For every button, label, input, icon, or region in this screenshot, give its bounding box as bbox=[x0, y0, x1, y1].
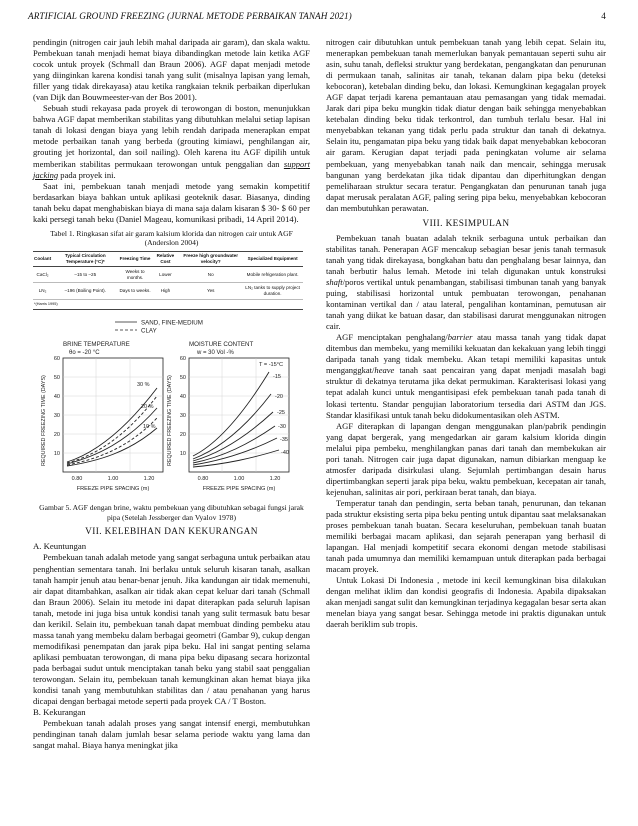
right-curve-label: -20 bbox=[275, 394, 283, 401]
left-y-label: REQUIRED FREEZING TIME (DAYS) bbox=[41, 375, 47, 467]
left-x-label: FREEZE PIPE SPACING (m) bbox=[76, 486, 150, 493]
section-heading: VIII. KESIMPULAN bbox=[422, 218, 510, 229]
page-number: 4 bbox=[601, 11, 606, 21]
right-column bbox=[326, 37, 606, 630]
subsection-heading: A. Keuntungan bbox=[33, 541, 87, 552]
table-1 bbox=[33, 251, 310, 310]
right-curve-label: -30 bbox=[278, 424, 286, 431]
paragraph: Temperatur tanah dan pendingin, serta beban tanah, penurunan, dan tekanan pada struktur eksisting serta pipa beku penting untuk dipantau saat melaksanakan proses pembekuan tanah buatan. Secara keseluruhan, pembekuan tanah buatan memiliki berbagai macam aplikasi, dan sejarah penerapan yang berhasil di lapangan. Hal menjadi kompetitif secara ekonomi dengan metode stabilisasi tanah pada umumnya dan memiliki kemampuan untuk diterapkan pada berbagai macam proyek. bbox=[326, 497, 606, 575]
left-panel-sub: θo = -20 °C bbox=[69, 350, 100, 357]
svg-text:60: 60 bbox=[179, 356, 186, 363]
journal-title: ARTIFICIAL GROUND FREEZING (JURNAL METODE PERBAIKAN TANAH 2021) bbox=[28, 11, 352, 21]
svg-text:50: 50 bbox=[53, 375, 60, 382]
paragraph: AGF diterapkan di lapangan dengan menggunakan plan/pabrik pendingin yang dapat bergerak, yang mengedarkan air garam kalsium klorida dingin melalui pipa pembeku, menghilangkan panas dari tanah dan membekukan air pori tanah. Nitrogen cair juga dapat digunakan, namun dibiarkan menguap ke atmosfer daripada disirkulasi ulang. Sejumlah pertimbangan desain harus dipertimbangkan seperti jarak pipa beku, waktu pembekuan, kecepatan air tanah, kejenuhan, salinitas air pori, perkiraan berat tanah, dan biaya. bbox=[326, 420, 606, 497]
right-y-ticks bbox=[180, 356, 186, 457]
left-y-ticks bbox=[54, 356, 60, 457]
italic-term: barrier bbox=[447, 332, 473, 343]
table-header: Coolant bbox=[33, 251, 52, 266]
paragraph: Pembekuan tanah adalah metode yang sangat serbaguna untuk perbaikan atau penghentian sementara tanah. Ini berlaku untuk seluruh kisaran tanah, asalkan tanah hampir jenuh atau benar-benar jenuh. Jika kandungan air tidak memenuhi, air dapat ditambahkan, asalkan air tidak akan cepat keluar dari tanah (Schmall dan Braun 2006). Selain itu metode ini dapat diterapkan pada seluruh lapisan tanah, metode ini juga bisa untuk kondisi tanah yang sulit termasuk batu besar dan kerikil. Selain itu, pembekuan tanah dapat membuat dinding pembeku atau massa tanah yang membeku dalam berbagai geometri (Gambar 9), cukup dengan memodifikasi penempatan dan jarak pipa beku. Hal ini sangat penting selama aplikasi pembuatan terowongan, di mana pipa beku dipasang secara horizontal pada berbagai sudut untuk menciptakan tanah beku yang stabil saat penggalian terowongan. Selain itu, pembekuan tanah kemungkinan akan hemat biaya jika kondisi tanah yang membutuhkan stabilitas dan / atau penahanan yang harus dicapai dengan berbagai metode seperti pada proyek CA / T Boston. bbox=[33, 552, 310, 707]
right-curves bbox=[193, 372, 279, 467]
figure-5-freezing-time-chart bbox=[37, 316, 307, 496]
paragraph: Saat ini, pembekuan tanah menjadi metode yang semakin kompetitif berdasarkan biaya bahkan untuk aplikasi geoteknik dasar. Biasanya, dinding tanah beku dapat menghabiskan biaya di mana saja dalam kisaran $ 30- $ 60 per kaki persegi tanah beku (Daniel Mageau, komunikasi pribadi, 14 April 2014). bbox=[33, 180, 310, 224]
right-y-label: REQUIRED FREEZING TIME (DAYS) bbox=[167, 375, 173, 467]
svg-text:1.00: 1.00 bbox=[233, 476, 245, 483]
table-row: LN₂ –196 (Boiling Point). Days to weeks. High Yes LN₂ tanks to supply project duration. bbox=[33, 283, 303, 299]
left-x-ticks bbox=[72, 476, 155, 482]
running-header bbox=[28, 11, 610, 25]
svg-text:0.80: 0.80 bbox=[197, 476, 209, 483]
italic-term: support jacking bbox=[33, 158, 310, 180]
svg-text:40: 40 bbox=[179, 394, 186, 401]
paragraph: Pembekuan tanah adalah proses yang sangat intensif energi, membutuhkan pendinginan tanah dalam jumlah besar selama periode waktu yang lama dan sangat mahal. Biaya hanya meningkat jika bbox=[33, 718, 310, 751]
svg-text:1.00: 1.00 bbox=[107, 476, 119, 483]
table-footnote: *(Harris 1995) bbox=[33, 299, 303, 310]
svg-text:50: 50 bbox=[179, 375, 186, 382]
paragraph: Pembekuan tanah buatan adalah teknik serbaguna untuk perbaikan dan stabilitas tanah. Penerapan AGF mencakup sebagian besar jenis tanah termasuk tanah yang tidak direkayasa, bongkahan batu dan penghalang besar lainnya, dan tanah berbutir halus lemah. Metode ini telah digunakan untuk konstruksi shaft/poros vertikal untuk penambangan, stabilisasi timbunan tanah yang banyak puing, stabilisasi horizontal untuk pembuatan terowongan, penahanan kontaminan vertikal dan / atau lateral, pengalihan kontaminan, pemutusan air tanah yang diikat ke batuan dasar, dan stabilisasi darurat menggunakan nitrogen cair. bbox=[326, 232, 606, 332]
right-panel-sub: w = 30 Vol -% bbox=[197, 350, 234, 357]
table-header: Relative Cost bbox=[152, 251, 180, 266]
table-header: Freeze high groundwater velocity? bbox=[179, 251, 242, 266]
paragraph: nitrogen cair dibutuhkan untuk pembekuan tanah yang lebih cepat. Selain itu, menerapkan pembekuan tanah memerlukan banyak pemantauan seperti suhu air asin, suhu tanah, defleksi struktur yang berdekatan, pengangkatan dan penurunan di permukaan tanah, salinitas air tanah, tekanan dalam pipa beku (deteksi kebocoran), ketebalan dinding beku, dan lokasi. Kemungkinan kegagalan proyek AGF dapat terjadi karena pemantauan atau pemasangan yang tidak memadai. Jarak dari pipa beku mungkin tidak diatur dengan baik sehingga menyebabkan ketebalan dinding beku tidak terkontrol, dan tumbuh terlalu besar. Hal ini menyebabkan tekanan yang tidak perlu pada struktur dan tanah di dekatnya. Selain itu, pengamatan pipa beku yang tidak baik dapat menyebabkan kebocoran air garam. Kerugian dapat terjadi pada peningkatan volume air selama pembekuan, yang menyebabkan tanah naik dan mencair, sehingga merusak bangunan yang berdekatan jika tidak dipantau dan diperhitungkan dengan pemeliharaan struktur secara teratur. Pengangkatan dan penurunan tanah juga dapat merusak peralatan AGF, paling sering pipa beku, menyebabkan kebocoran dan membutuhkan perawatan. bbox=[326, 37, 606, 213]
table-header: Typical Circulation Temperature (°C)* bbox=[52, 251, 118, 266]
svg-text:10: 10 bbox=[53, 451, 60, 458]
paragraph: pendingin (nitrogen cair jauh lebih mahal daripada air garam), dan skala waktu. Pembekuan tanah menjadi hemat biaya dibandingkan metode lain ketika AGF cocok untuk proyek (Schmall dan Braun 2006). AGF dapat menjadi metode yang diinginkan karena kondisi tanah yang sulit (misalnya lapisan yang lemah, filler yang tidak direkayasa) atau ketika rangkaian teknik perbaikan diperlukan (van Dijk dan Bouwmeester-van der Bos 2001). bbox=[33, 37, 310, 103]
svg-text:10: 10 bbox=[179, 451, 186, 458]
table-row: CaCl₂ –15 to –25 Weeks to months. Lower No Mobile refrigeration plant. bbox=[33, 267, 303, 283]
right-curve-label: -15 bbox=[273, 374, 281, 381]
legend-clay: CLAY bbox=[141, 327, 157, 335]
right-panel-temp: T = -15°C bbox=[259, 362, 284, 369]
left-curve-label: 30 % bbox=[137, 382, 150, 389]
subsection-heading: B. Kekurangan bbox=[33, 707, 86, 718]
paragraph: AGF menciptakan penghalang/barrier atau massa tanah yang tidak dapat ditembus dan membeku, yang memiliki kekuatan dan kekakuan yang lebih tinggi daripada tanah yang tidak membeku. Akan tetapi memiliki kapasitas untuk menganggkat/heave tanah saat pencairan yang dapat menjadi masalah bagi struktur di dekatnya terutama jika dekat permukiman. Karakterisasi lokasi yang tepat adalah kunci untuk mengantisipasi efek pembekuan tanah pada tanah di lokasi tertentu. Standar pengujian laboratorium tersedia dari ASTM dan JGS. Standar klasifikasi untuk tanah beku didokumentasikan oleh ASTM. bbox=[326, 332, 606, 420]
paragraph: Untuk Lokasi Di Indonesia , metode ini kecil kemungkinan bisa dilakukan dengan melihat iklim dan kondisi geografis di Indonesia. Apabila dipaksakan akan menjadi sangat sulit dan kemungkinan terjadinya kegagalan besar serta akan menelan biaya yang sangat besar. Sehingga metode ini praktis digunakan untuk daerah beriklim sub tropis. bbox=[326, 575, 606, 630]
italic-term: heave bbox=[374, 365, 395, 376]
svg-text:20: 20 bbox=[53, 432, 60, 439]
table-header: Specialized Equipment bbox=[242, 251, 303, 266]
left-curve-label: 20 % bbox=[141, 404, 154, 411]
paragraph: Sebuah studi rekayasa pada proyek di terowongan di boston, menunjukkan bahwa AGF dapat memberikan stabilitas yang dibutuhkan melalui setiap lapisan tanah di lokasi dengan biaya yang lebih rendah daripada menerapkan empat metode perbaikan tanah yang berbeda (grouting kimiawi, penghilangan air, grouting jet horizontal, dan soil nailing). Oleh karena itu AGF dipilih untuk memberikan stabilitas permukaan terowongan untuk penggalian dan support jacking pada proyek ini. bbox=[33, 103, 310, 180]
table-caption: Tabel 1. Ringkasan sifat air garam kalsium klorida dan nitrogen cair untuk AGF (Anderslon 2004) bbox=[50, 228, 293, 248]
svg-text:30: 30 bbox=[179, 413, 186, 420]
right-x-ticks bbox=[198, 476, 281, 482]
right-panel-title: MOISTURE CONTENT bbox=[189, 341, 254, 349]
legend-sand: SAND, FINE-MEDIUM bbox=[141, 319, 203, 327]
right-curve-label: -40 bbox=[281, 450, 289, 457]
svg-text:60: 60 bbox=[53, 356, 60, 363]
svg-text:1.20: 1.20 bbox=[143, 476, 155, 483]
svg-text:0.80: 0.80 bbox=[71, 476, 83, 483]
right-x-label: FREEZE PIPE SPACING (m) bbox=[202, 486, 276, 493]
left-panel-title: BRINE TEMPERATURE bbox=[63, 341, 130, 349]
svg-text:20: 20 bbox=[179, 432, 186, 439]
left-curve-label: 10 % bbox=[143, 424, 156, 431]
right-curve-label: -25 bbox=[277, 410, 285, 417]
left-grid bbox=[63, 358, 163, 472]
right-curve-label: -35 bbox=[280, 437, 288, 444]
figure-caption: Gambar 5. AGF dengan brine, waktu pembekuan yang dibutuhkan sebagai fungsi jarak pipa (Setelah Jessberger dan Vyalov 1978) bbox=[39, 503, 304, 522]
section-heading: VII. KELEBIHAN DAN KEKURANGAN bbox=[85, 527, 258, 538]
svg-text:40: 40 bbox=[53, 394, 60, 401]
italic-term: shaft bbox=[326, 276, 343, 287]
svg-text:1.20: 1.20 bbox=[269, 476, 281, 483]
svg-text:30: 30 bbox=[53, 413, 60, 420]
table-header: Freezing Time bbox=[118, 251, 151, 266]
left-column bbox=[33, 37, 310, 751]
